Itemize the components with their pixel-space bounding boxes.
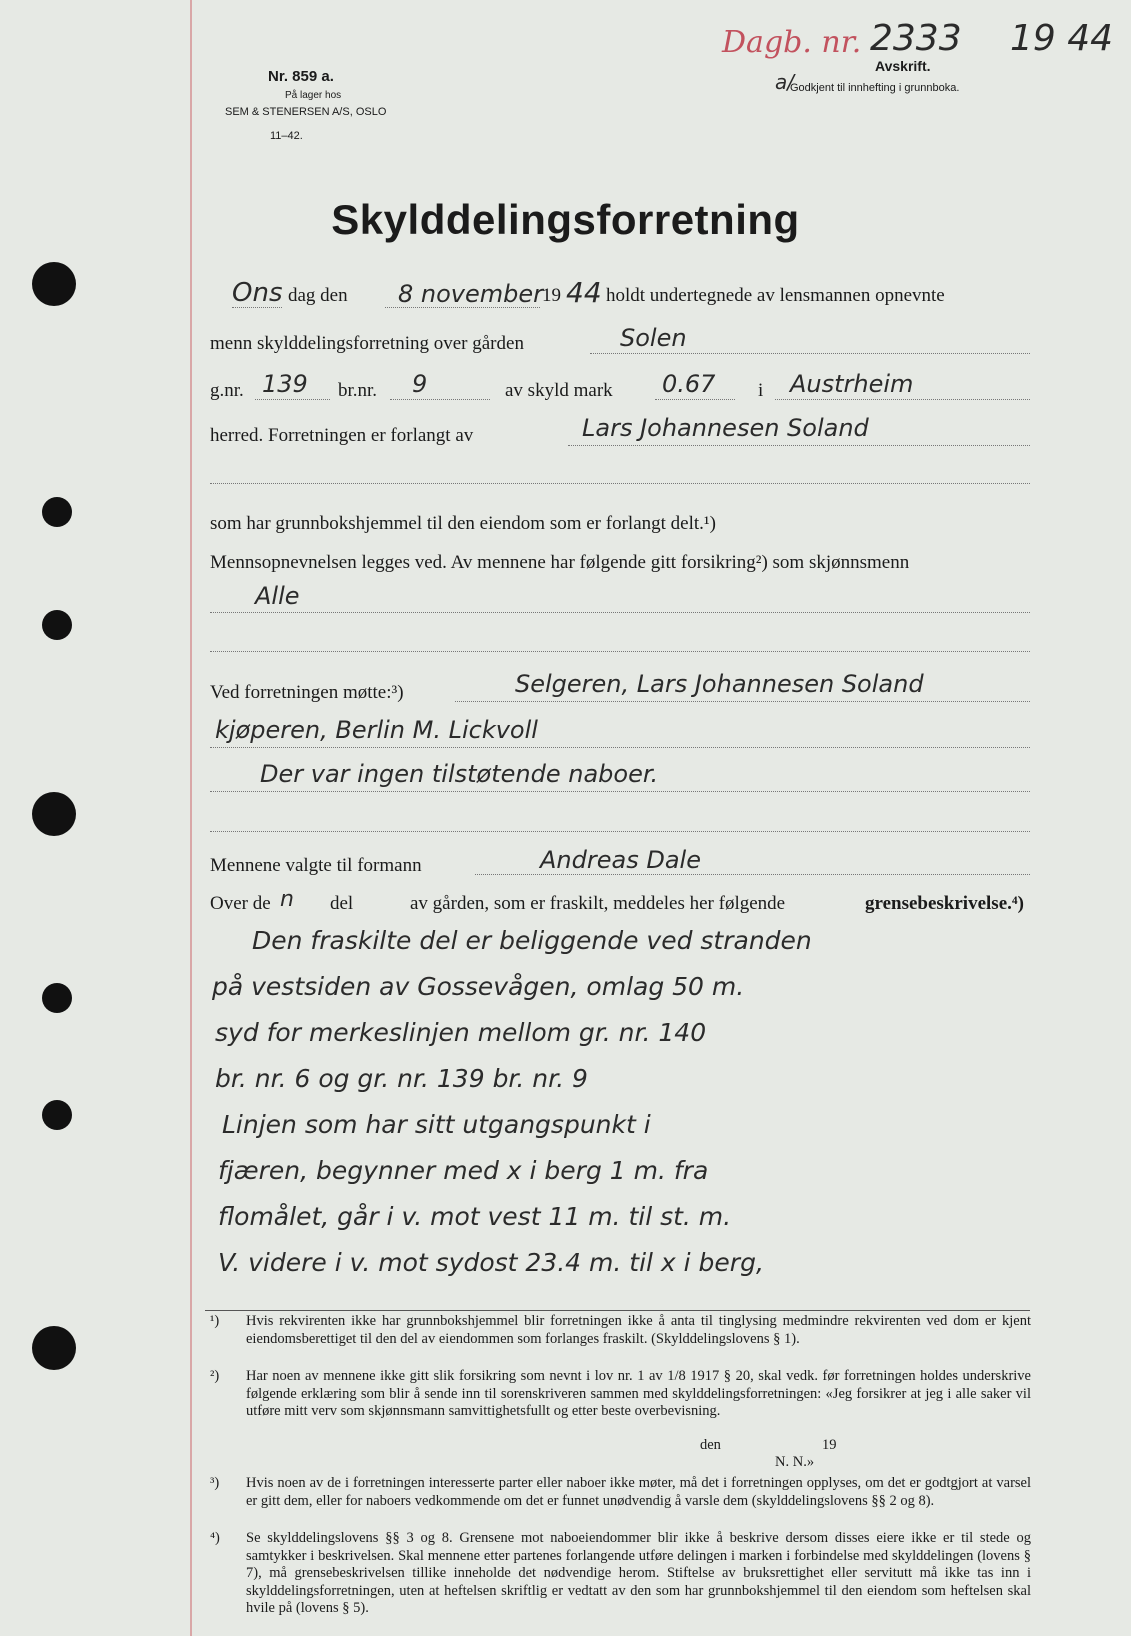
signature-year: 19 — [822, 1437, 837, 1453]
fill-line — [455, 700, 1030, 702]
boundary-part-value: n — [280, 887, 294, 912]
fill-line — [475, 873, 1030, 875]
bnr-label: br.nr. — [338, 380, 378, 401]
signature-nn: N. N.» — [775, 1454, 815, 1470]
punch-hole — [32, 792, 76, 836]
punch-hole — [42, 610, 72, 640]
fill-line — [590, 352, 1030, 354]
document-title: Skylddelingsforretning — [331, 196, 800, 243]
punch-hole — [32, 262, 76, 306]
punch-hole — [42, 983, 72, 1013]
punch-hole — [42, 1100, 72, 1130]
printer-line: På lager hos — [285, 90, 342, 101]
grunnbok-text: som har grunnbokshjemmel til den eiendom som er forlangt delt.¹) — [210, 513, 716, 534]
footnote-text: Hvis noen av de i forretningen interesserte parter eller naboer ikke møter, må det i forretningen opplyses, om det er godtgjort at varsel er gitt dem, eller for naboers vedkommende om det er funnet unødvendig å varsle dem (skylddelingslovens §§ 2 og 8). — [246, 1475, 1031, 1509]
fill-line — [210, 746, 1030, 748]
boundary-label-bold: grensebeskrivelse.⁴) — [865, 893, 1024, 914]
dagbok-number: 2333 — [870, 18, 962, 59]
attendees-value: Selgeren, Lars Johannesen Soland — [515, 670, 924, 698]
gnr-label: g.nr. — [210, 380, 244, 401]
form-number: Nr. 859 a. — [268, 68, 334, 85]
fill-line — [390, 398, 490, 400]
boundary-description-line: Den fraskilte del er beliggende ved stranden — [252, 926, 812, 955]
farm-value: Solen — [620, 324, 687, 352]
gnr-value: 139 — [262, 370, 308, 398]
fill-line — [210, 790, 1030, 792]
fill-line — [568, 444, 1030, 446]
footnote-text: Har noen av mennene ikke gitt slik forsikring som nevnt i lov nr. 1 av 1/8 1917 § 20, skal vedk. før forretningen holdes underskrive følgende erklæring som blir å sende inn til sorenskriveren sammen med skylddelingsforretningen: «Jeg forsikrer at jeg i alle saker vil utføre mitt verv som skjønnsmann samvittighetsfullt og etter beste overbevisning. — [246, 1368, 1031, 1419]
signature-den: den — [700, 1437, 721, 1453]
margin-rule — [190, 0, 192, 1636]
boundary-description-line: br. nr. 6 og gr. nr. 139 br. nr. 9 — [215, 1064, 588, 1093]
dagbok-stamp-label: Dagb. nr. — [722, 25, 862, 60]
in-label: i — [758, 380, 764, 401]
fill-line — [385, 306, 540, 308]
copy-mark: a/ — [775, 70, 794, 94]
footnote-text: Hvis rekvirenten ikke har grunnbokshjemmel blir forretningen ikke å anta til tinglysing medmindre rekvirenten ved dom er kjent eiendomsberettiget til den del av eiendommen som forlanges fraskilt. (Skylddelingslovens § 1). — [246, 1313, 1031, 1347]
boundary-description-line: på vestsiden av Gossevågen, omlag 50 m. — [212, 972, 745, 1001]
footnote-separator — [205, 1310, 1030, 1311]
date-value: 8 november — [398, 280, 544, 308]
attendees-label: Ved forretningen møtte:³) — [210, 682, 404, 703]
intro-text: holdt undertegnede av lensmannen opnevnte — [606, 285, 945, 306]
boundary-description-line: fjæren, begynner med x i berg 1 m. fra — [218, 1156, 709, 1185]
fill-line — [255, 398, 330, 400]
boundary-description-line: Linjen som har sitt utgangspunkt i — [222, 1110, 651, 1139]
requester-value: Lars Johannesen Soland — [582, 414, 869, 442]
footnote-number: ⁴) — [210, 1530, 220, 1546]
printer-line: SEM & STENERSEN A/S, OSLO — [225, 106, 387, 118]
day-label: dag den — [288, 285, 348, 306]
skyld-label: av skyld mark — [505, 380, 613, 401]
fill-line — [210, 830, 1030, 832]
footnote-number: ³) — [210, 1475, 220, 1491]
municipality-value: Austrheim — [790, 370, 914, 398]
fill-line — [232, 306, 282, 308]
fill-line — [210, 611, 1030, 613]
dagbok-year: 19 44 — [1010, 18, 1114, 59]
punch-hole — [32, 1326, 76, 1370]
weekday-value: Ons — [232, 278, 283, 308]
avskrift-label: Avskrift. — [875, 58, 931, 74]
year-prefix: 19 — [542, 285, 561, 306]
bnr-value: 9 — [412, 370, 428, 398]
fill-line — [655, 398, 735, 400]
requester-label: herred. Forretningen er forlangt av — [210, 425, 474, 446]
attendees-value: kjøperen, Berlin M. Lickvoll — [215, 716, 538, 744]
skyld-value: 0.67 — [662, 370, 716, 398]
chairman-value: Andreas Dale — [540, 846, 701, 874]
boundary-label: del — [330, 893, 354, 914]
godkjent-label: Godkjent til innhefting i grunnboka. — [790, 82, 960, 94]
insured-men-value: Alle — [255, 582, 300, 610]
attendees-value: Der var ingen tilstøtende naboer. — [260, 760, 659, 788]
boundary-label: av gården, som er fraskilt, meddeles her følgende — [410, 893, 786, 914]
boundary-description-line: syd for merkeslinjen mellom gr. nr. 140 — [215, 1018, 707, 1047]
year-value: 44 — [566, 276, 602, 309]
farm-label: menn skylddelingsforretning over gården — [210, 333, 524, 354]
fill-line — [210, 482, 1030, 484]
footnote-number: ¹) — [210, 1313, 220, 1329]
mennsop-text: Mennsopnevnelsen legges ved. Av mennene har følgende gitt forsikring²) som skjønnsmenn — [210, 552, 910, 573]
chairman-label: Mennene valgte til formann — [210, 855, 422, 876]
printer-line: 11–42. — [270, 130, 303, 142]
fill-line — [775, 398, 1030, 400]
fill-line — [210, 650, 1030, 652]
boundary-label: Over de — [210, 893, 271, 914]
punch-hole — [42, 497, 72, 527]
boundary-description-line: flomålet, går i v. mot vest 11 m. til st. m. — [218, 1202, 732, 1231]
footnote-text: Se skylddelingslovens §§ 3 og 8. Grensene mot naboeiendommer blir ikke å beskrive dersom disses eiere ikke er til stede og samtykker i beskrivelsen. Skal mennene etter partenes forlangende utføre delingen i marken i forbindelse med skylddelingen (lovens § 7), må grensebeskrivelsen tillike inneholde det nødvendige herom. Stiftelse av bruksrettighet eller servitutt må ikke tas inn i skylddelingsforretningen, uten at heftelsen skriftlig er vedtatt av den som har grunnbokshjemmel til den eiendom som heftelsen skal hvile på (lovens § 5). — [246, 1530, 1031, 1616]
footnote-number: ²) — [210, 1368, 220, 1384]
boundary-description-line: V. videre i v. mot sydost 23.4 m. til x i berg, — [218, 1248, 764, 1277]
